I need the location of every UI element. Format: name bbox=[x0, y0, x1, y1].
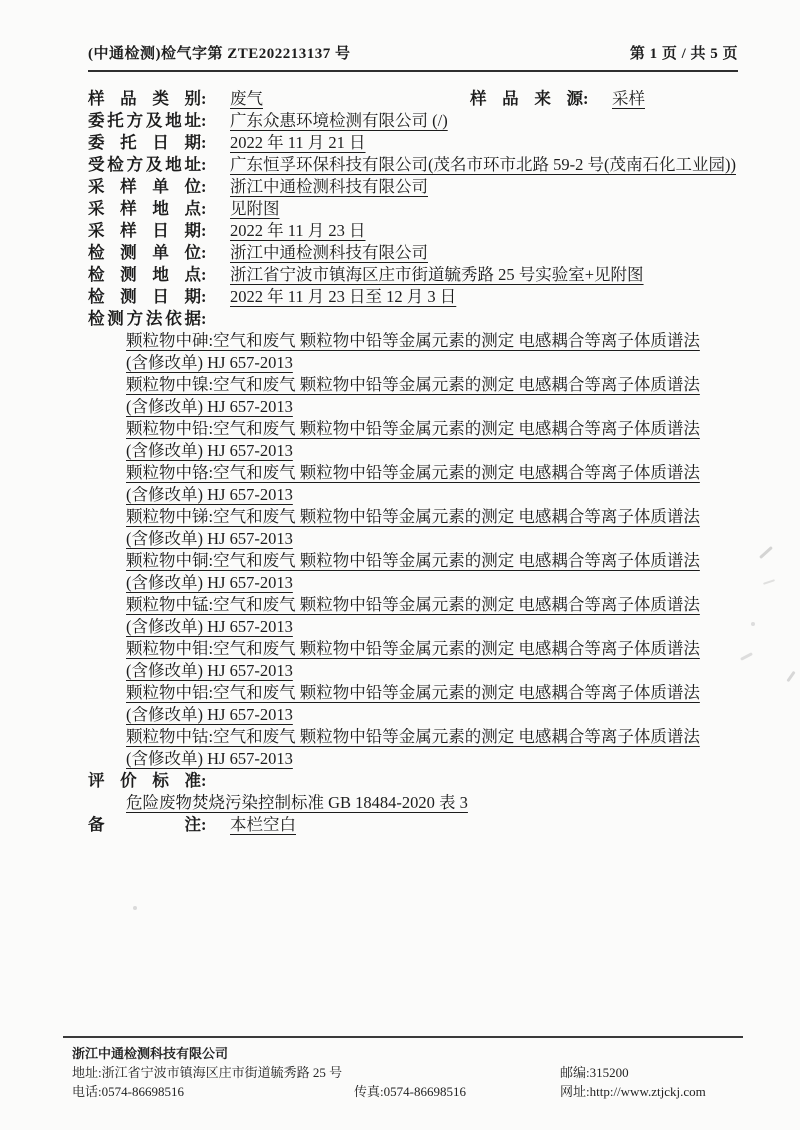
method-line-1: 颗粒物中钴:空气和废气 颗粒物中铅等金属元素的测定 电感耦合等离子体质谱法 bbox=[126, 727, 700, 746]
field-value: 2022 年 11 月 21 日 bbox=[230, 133, 366, 152]
method-line-1: 颗粒物中镍:空气和废气 颗粒物中铅等金属元素的测定 电感耦合等离子体质谱法 bbox=[126, 375, 700, 394]
method-line-2: (含修改单) HJ 657-2013 bbox=[126, 441, 293, 460]
footer-website: 网址:http://www.ztjckj.com bbox=[560, 1084, 706, 1099]
methods-section-label bbox=[88, 308, 738, 330]
field-label bbox=[88, 154, 230, 176]
method-entry bbox=[126, 550, 738, 594]
label-text: 委托日期 bbox=[88, 133, 201, 152]
footer-phone: 电话:0574-86698516 bbox=[72, 1084, 184, 1099]
colon: : bbox=[201, 133, 207, 152]
method-entry bbox=[126, 594, 738, 638]
label-text: 备注 bbox=[88, 815, 201, 834]
field-label bbox=[88, 286, 230, 308]
colon: : bbox=[583, 89, 589, 108]
sample-row bbox=[88, 88, 738, 110]
footer-zip: 邮编:315200 bbox=[560, 1065, 629, 1080]
label-text: 评价标准 bbox=[88, 771, 201, 790]
field-value: 见附图 bbox=[230, 199, 280, 218]
method-line-1: 颗粒物中铜:空气和废气 颗粒物中铅等金属元素的测定 电感耦合等离子体质谱法 bbox=[126, 551, 700, 570]
field-value: 广东恒孚环保科技有限公司(茂名市环市北路 59-2 号(茂南石化工业园)) bbox=[230, 155, 736, 174]
field-row bbox=[88, 264, 738, 286]
field-row bbox=[88, 286, 738, 308]
method-list bbox=[88, 330, 738, 770]
method-line-2: (含修改单) HJ 657-2013 bbox=[126, 705, 293, 724]
method-line-2: (含修改单) HJ 657-2013 bbox=[126, 353, 293, 372]
field-row bbox=[88, 242, 738, 264]
method-line-1: 颗粒物中铝:空气和废气 颗粒物中铅等金属元素的测定 电感耦合等离子体质谱法 bbox=[126, 683, 700, 702]
label-text: 委托方及地址 bbox=[88, 111, 201, 130]
method-line-1: 颗粒物中铬:空气和废气 颗粒物中铅等金属元素的测定 电感耦合等离子体质谱法 bbox=[126, 463, 700, 482]
field-rows bbox=[88, 110, 738, 308]
evaluation-section-label bbox=[88, 770, 738, 792]
evaluation-standard-value: 危险废物焚烧污染控制标准 GB 18484-2020 表 3 bbox=[126, 793, 468, 812]
field-value: 浙江中通检测科技有限公司 bbox=[230, 243, 428, 262]
field-value: 2022 年 11 月 23 日至 12 月 3 日 bbox=[230, 287, 457, 306]
method-entry bbox=[126, 726, 738, 770]
method-line-2: (含修改单) HJ 657-2013 bbox=[126, 617, 293, 636]
remark-value: 本栏空白 bbox=[230, 815, 296, 834]
remark-label bbox=[88, 814, 230, 836]
footer-fax: 传真:0574-86698516 bbox=[354, 1084, 466, 1099]
method-line-2: (含修改单) HJ 657-2013 bbox=[126, 573, 293, 592]
method-entry bbox=[126, 374, 738, 418]
footer-company-name: 浙江中通检测科技有限公司 bbox=[72, 1046, 229, 1061]
method-line-2: (含修改单) HJ 657-2013 bbox=[126, 485, 293, 504]
label-text: 采样日期 bbox=[88, 221, 201, 240]
method-line-2: (含修改单) HJ 657-2013 bbox=[126, 397, 293, 416]
label-text: 受检方及地址 bbox=[88, 155, 201, 174]
page-indicator: 第 1 页 / 共 5 页 bbox=[629, 46, 738, 62]
label-text: 检测地点 bbox=[88, 265, 201, 284]
method-entry bbox=[126, 330, 738, 374]
field-row bbox=[88, 220, 738, 242]
colon: : bbox=[201, 221, 207, 240]
label-text: 检测单位 bbox=[88, 243, 201, 262]
label-text: 检测日期 bbox=[88, 287, 201, 306]
label-text: 检测方法依据 bbox=[88, 309, 201, 328]
label-text: 采样地点 bbox=[88, 199, 201, 218]
field-label bbox=[88, 198, 230, 220]
field-row bbox=[88, 176, 738, 198]
method-line-1: 颗粒物中砷:空气和废气 颗粒物中铅等金属元素的测定 电感耦合等离子体质谱法 bbox=[126, 331, 700, 350]
field-label bbox=[88, 264, 230, 286]
field-row bbox=[88, 154, 738, 176]
footer-address: 地址:浙江省宁波市镇海区庄市街道毓秀路 25 号 bbox=[72, 1065, 343, 1080]
page-header bbox=[88, 42, 738, 72]
field-row bbox=[88, 198, 738, 220]
colon: : bbox=[201, 243, 207, 262]
sample-type-cell bbox=[88, 88, 470, 110]
colon: : bbox=[201, 155, 207, 174]
method-line-1: 颗粒物中铅:空气和废气 颗粒物中铅等金属元素的测定 电感耦合等离子体质谱法 bbox=[126, 419, 700, 438]
field-row bbox=[88, 110, 738, 132]
report-body bbox=[88, 88, 738, 836]
method-line-1: 颗粒物中锰:空气和废气 颗粒物中铅等金属元素的测定 电感耦合等离子体质谱法 bbox=[126, 595, 700, 614]
field-label bbox=[88, 176, 230, 198]
field-value: 浙江省宁波市镇海区庄市街道毓秀路 25 号实验室+见附图 bbox=[230, 265, 644, 284]
method-entry bbox=[126, 462, 738, 506]
remark-row bbox=[88, 814, 738, 836]
colon: : bbox=[201, 177, 207, 196]
colon: : bbox=[201, 199, 207, 218]
field-value: 浙江中通检测科技有限公司 bbox=[230, 177, 428, 196]
colon: : bbox=[201, 771, 207, 790]
method-entry bbox=[126, 418, 738, 462]
sample-source-label bbox=[470, 88, 612, 110]
method-line-2: (含修改单) HJ 657-2013 bbox=[126, 749, 293, 768]
label-text: 采样单位 bbox=[88, 177, 201, 196]
page-footer bbox=[63, 1036, 743, 1101]
footer-grid bbox=[72, 1045, 743, 1101]
field-label bbox=[88, 242, 230, 264]
sample-type-label bbox=[88, 88, 230, 110]
sample-type-value: 废气 bbox=[230, 89, 263, 108]
colon: : bbox=[201, 89, 207, 108]
method-entry bbox=[126, 682, 738, 726]
sample-source-value: 采样 bbox=[612, 89, 645, 108]
field-label bbox=[88, 110, 230, 132]
scan-artifact bbox=[133, 906, 137, 910]
field-label bbox=[88, 132, 230, 154]
colon: : bbox=[201, 815, 207, 834]
label-text: 样品来源 bbox=[470, 89, 583, 108]
method-line-1: 颗粒物中锑:空气和废气 颗粒物中铅等金属元素的测定 电感耦合等离子体质谱法 bbox=[126, 507, 700, 526]
method-entry bbox=[126, 638, 738, 682]
method-line-2: (含修改单) HJ 657-2013 bbox=[126, 529, 293, 548]
method-line-1: 颗粒物中钼:空气和废气 颗粒物中铅等金属元素的测定 电感耦合等离子体质谱法 bbox=[126, 639, 700, 658]
field-row bbox=[88, 132, 738, 154]
label-text: 样品类别 bbox=[88, 89, 201, 108]
scan-artifact bbox=[751, 622, 755, 626]
field-label bbox=[88, 770, 230, 792]
field-value: 广东众惠环境检测有限公司 (/) bbox=[230, 111, 448, 130]
field-label bbox=[88, 220, 230, 242]
method-line-2: (含修改单) HJ 657-2013 bbox=[126, 661, 293, 680]
colon: : bbox=[201, 287, 207, 306]
colon: : bbox=[201, 265, 207, 284]
field-label bbox=[88, 308, 230, 330]
sample-source-cell bbox=[470, 88, 738, 110]
field-value: 2022 年 11 月 23 日 bbox=[230, 221, 366, 240]
colon: : bbox=[201, 111, 207, 130]
colon: : bbox=[201, 309, 207, 328]
method-entry bbox=[126, 506, 738, 550]
doc-number: (中通检测)检气字第 ZTE202213137 号 bbox=[88, 46, 351, 62]
